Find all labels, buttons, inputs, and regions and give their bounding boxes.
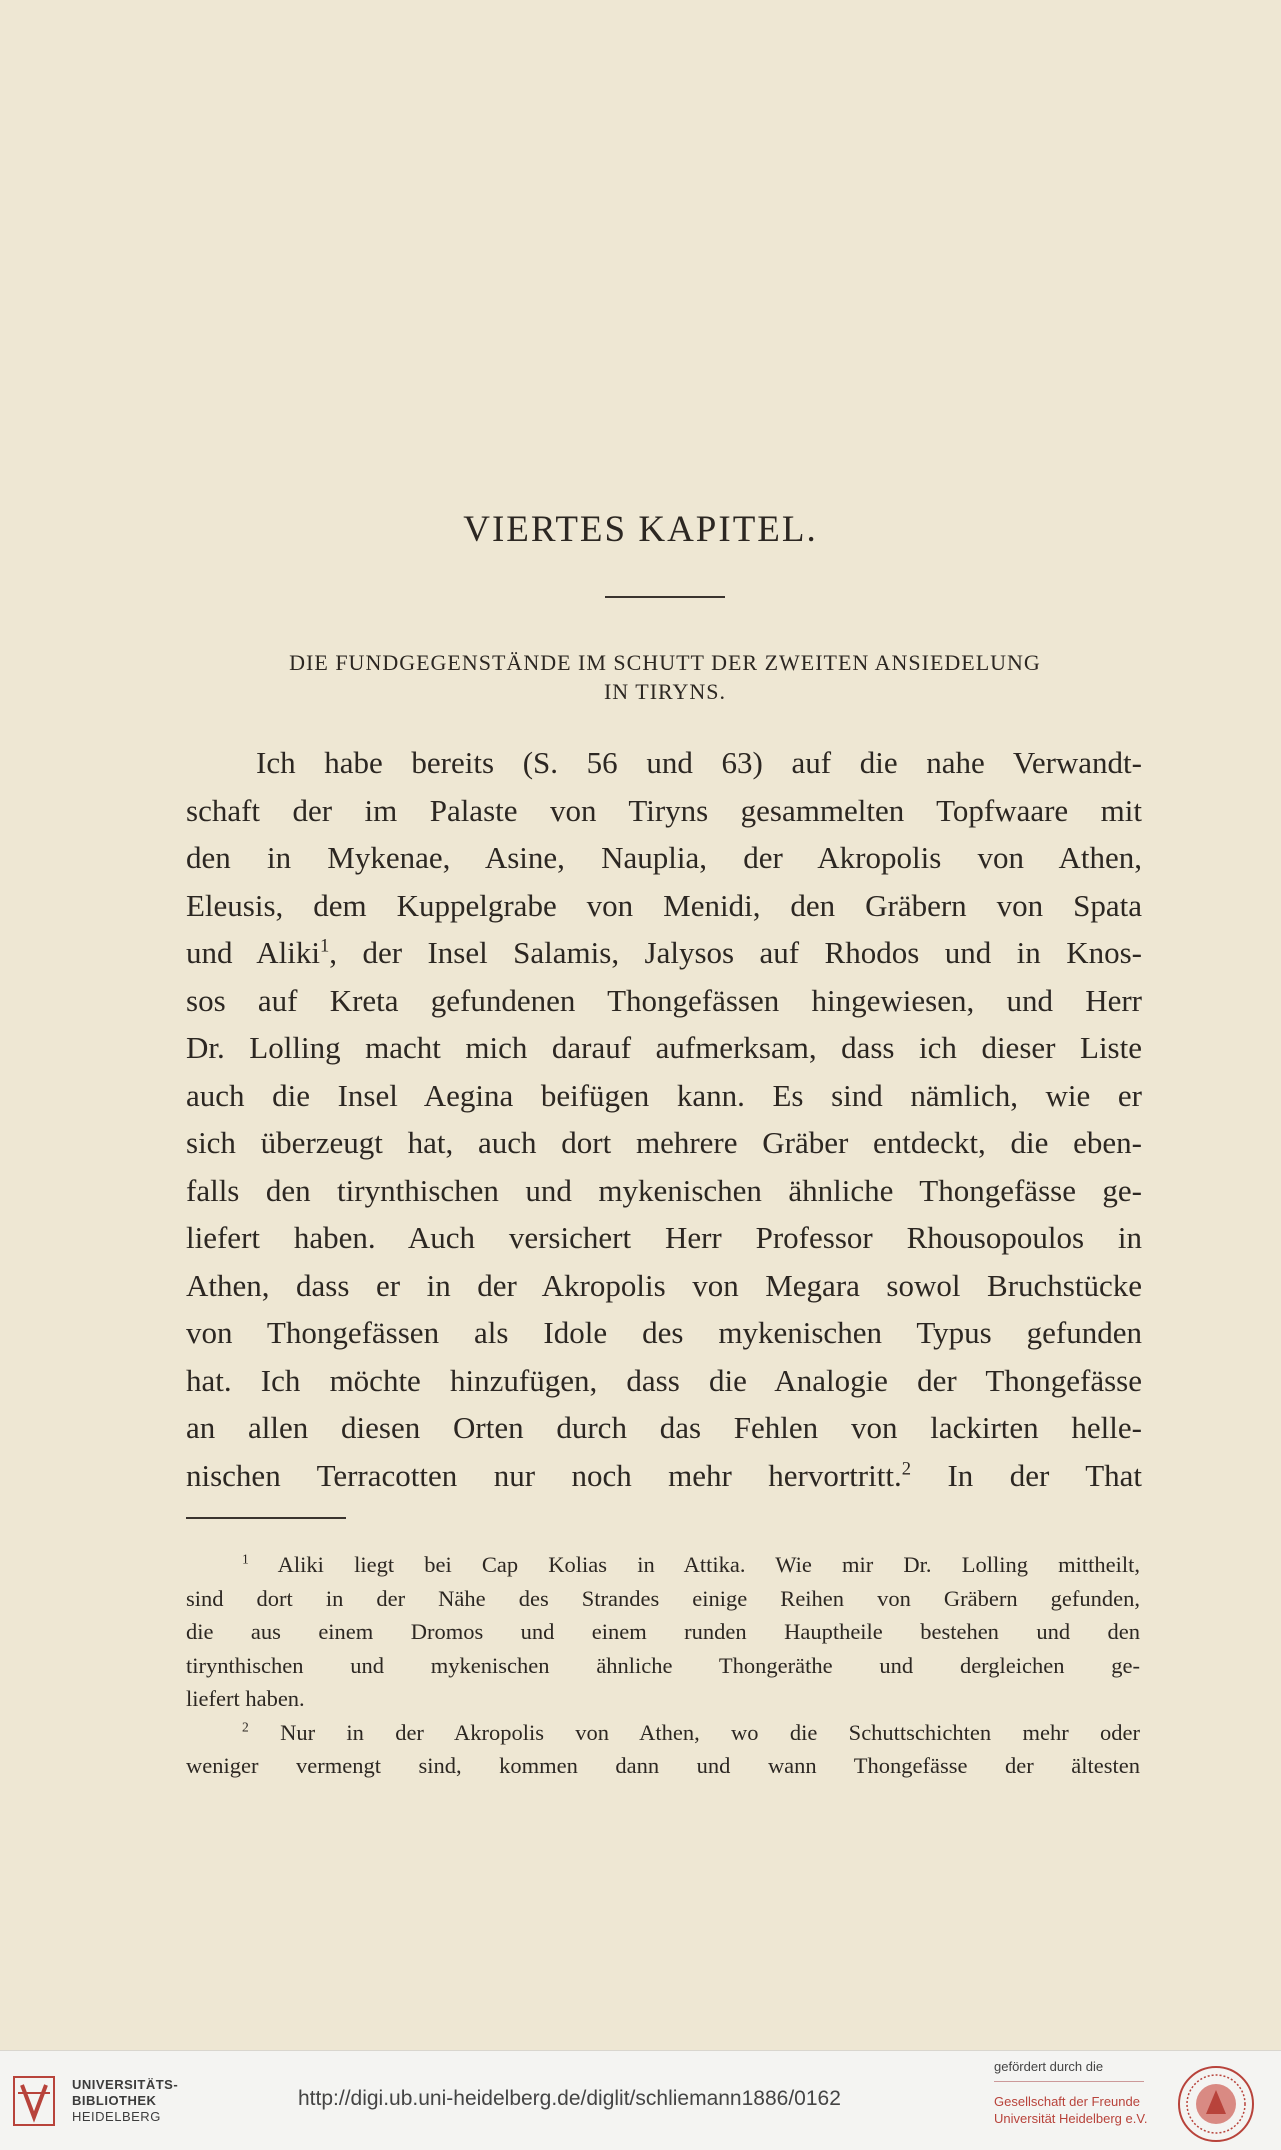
- section-title-line: DIE FUNDGEGENSTÄNDE IM SCHUTT DER ZWEITEN ANSIEDELUNG: [289, 650, 1041, 675]
- footnote-divider: [186, 1517, 346, 1519]
- body-line: den in Mykenae, Asine, Nauplia, der Akropolis von Athen,: [186, 840, 1142, 875]
- body-line: Athen, dass er in der Akropolis von Megara sowol Bruchstücke: [186, 1267, 1142, 1303]
- footnote-ref[interactable]: 2: [901, 1458, 912, 1480]
- body-line: hat. Ich möchte hinzufügen, dass die Analogie der Thongefässe: [186, 1362, 1142, 1398]
- body-text: [186, 739, 1142, 1499]
- body-line: sos auf Kreta gefundenen Thongefässen hingewiesen, und Herr: [186, 982, 1142, 1018]
- body-text-fragment: nischen Terracotten nur noch mehr hervortritt.: [186, 1457, 902, 1493]
- body-line: Eleusis, dem Kuppelgrabe von Menidi, den Gräbern von Spata: [186, 887, 1142, 923]
- footnote-line: [186, 1716, 1140, 1750]
- body-line: Dr. Lolling macht mich darauf aufmerksam, dass ich dieser Liste: [186, 1030, 1142, 1065]
- body-text-fragment: In der That: [911, 1457, 1143, 1493]
- footnote-line: die aus einem Dromos und einem runden Hauptheile bestehen und den: [186, 1619, 1140, 1644]
- footnote-ref[interactable]: 1: [319, 935, 330, 957]
- body-line: liefert haben. Auch versichert Herr Professor Rhousopoulos in: [186, 1220, 1142, 1255]
- body-line: schaft der im Palaste von Tiryns gesammelten Topfwaare mit: [186, 792, 1142, 828]
- footer-bar: [0, 2050, 1281, 2150]
- sponsor-line: Gesellschaft der Freunde: [994, 2094, 1140, 2109]
- chapter-title: VIERTES KAPITEL.: [463, 509, 818, 550]
- body-text-fragment: und Aliki: [186, 935, 320, 970]
- body-line: von Thongefässen als Idole des mykenischen Typus gefunden: [186, 1315, 1142, 1350]
- footnote-line: [186, 1548, 1140, 1582]
- body-line: falls den tirynthischen und mykenischen ähnliche Thongefässe ge-: [186, 1172, 1142, 1208]
- body-line: sich überzeugt hat, auch dort mehrere Gräber entdeckt, die eben-: [186, 1125, 1142, 1160]
- library-name-line: HEIDELBERG: [72, 2109, 161, 2124]
- footnotes: [186, 1548, 1140, 1783]
- footnote-line: sind dort in der Nähe des Strandes einige Reihen von Gräbern gefunden,: [186, 1585, 1140, 1611]
- body-line: Ich habe bereits (S. 56 und 63) auf die nahe Verwandt-: [256, 745, 1142, 780]
- sponsor-heading: gefördert durch die: [994, 2059, 1104, 2074]
- sponsor-name[interactable]: [994, 2093, 1147, 2127]
- library-name-line: UNIVERSITÄTS-: [72, 2077, 179, 2092]
- library-name: [72, 2077, 178, 2125]
- footnote-mark: 1: [242, 1551, 249, 1567]
- permalink-url[interactable]: http://digi.ub.uni-heidelberg.de/diglit/schliemann1886/0162: [298, 2087, 841, 2110]
- footnote-line: liefert haben.: [186, 1686, 305, 1711]
- sponsor-divider: [994, 2081, 1144, 2082]
- footnote-text: Aliki liegt bei Cap Kolias in Attika. Wie mir Dr. Lolling mittheilt,: [248, 1552, 1140, 1577]
- library-name-line: BIBLIOTHEK: [72, 2093, 157, 2108]
- footnote-mark: 2: [242, 1719, 249, 1734]
- body-text-fragment: , der Insel Salamis, Jalysos auf Rhodos und in Knos-: [329, 935, 1143, 970]
- title-divider: [605, 596, 725, 598]
- body-line: [186, 929, 1142, 977]
- section-title-line: IN TIRYNS.: [603, 679, 727, 704]
- footnote-line: tirynthischen und mykenischen ähnliche Thongeräthe und dergleichen ge-: [186, 1652, 1140, 1678]
- footnote-line: weniger vermengt sind, kommen dann und wann Thongefässe der ältesten: [186, 1753, 1140, 1778]
- body-line: [186, 1452, 1142, 1500]
- ub-heidelberg-logo-icon[interactable]: [12, 2073, 58, 2129]
- section-title: [185, 648, 1145, 706]
- body-line: auch die Insel Aegina beifügen kann. Es sind nämlich, wie er: [186, 1077, 1142, 1113]
- body-line: an allen diesen Orten durch das Fehlen von lackirten helle-: [186, 1410, 1142, 1445]
- footnote-text: Nur in der Akropolis von Athen, wo die Schuttschichten mehr oder: [248, 1719, 1140, 1745]
- university-seal-icon[interactable]: [1176, 2064, 1256, 2144]
- sponsor-line: Universität Heidelberg e.V.: [994, 2111, 1148, 2126]
